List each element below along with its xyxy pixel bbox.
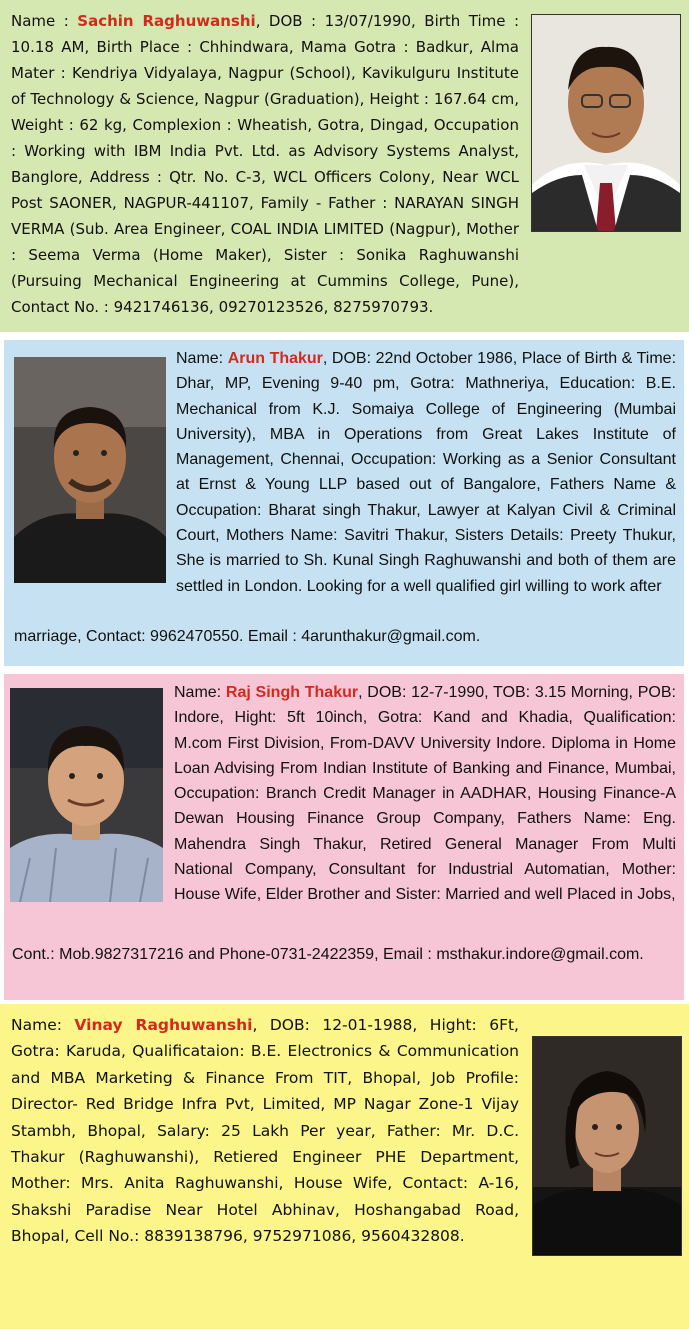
profile-details: , DOB : 13/07/1990, Birth Time : 10.18 AM, Birth Place : Chhindwara, Mama Gotra : Badkur, Alma Mater : Kendriya Vidyalaya, Nagpur (School), Kavikulguru Institute of Technology & Science, Nagpur (Graduation), Height : 167.64 cm, Weight : 62 kg, Complexion : Wheatish, Gotra, Dingad, Occupation : Working with IBM India Pvt. Ltd. as Advisory Systems Analyst, Banglore, Address : Qtr. No. C-3, WCL Officers Colony, Near WCL Post SAONER, NAGPUR-441107, Family - Father : NARAYAN SINGH VERMA (Sub. Area Engineer, COAL INDIA LIMITED (Nagpur), Mother : Seema Verma (Home Maker), Sister : Sonika Raghuwanshi (Pursuing Mechanical Engineering at Cummins College, Pune), Contact No. : 9421746136, 09270123526, 8275970793. [11,12,520,316]
name-label: Name : [11,12,78,30]
profile-text [11,8,519,320]
name-label: Name: [176,350,228,367]
name-label: Name: [11,1016,75,1034]
profile-contact: marriage, Contact: 9962470550. Email : 4arunthakur@gmail.com. [14,628,481,645]
profile-card-arun [4,340,684,666]
name-label: Name: [174,684,226,701]
profile-name: Vinay Raghuwanshi [74,1016,253,1034]
profile-details: , DOB: 12-7-1990, TOB: 3.15 Morning, POB: Indore, Hight: 5ft 10inch, Gotra: Kand and Khadia, Qualification: M.com First Division, From-DAVV University Indore. Diploma in Home Loan Advising From Indian Institute of Banking and Finance, Mumbai, Occupation: Branch Credit Manager in AADHAR, Housing Finance-A Dewan Housing Finance Group Company, Fathers Name: Eng. Mahendra Singh Thakur, Retired General Manager From Multi National Company, Consultant for Industrial Automatian, Mother: House Wife, Elder Brother and Sister: Married and well Placed in Jobs, [174,684,676,904]
profile-name: Sachin Raghuwanshi [77,12,256,30]
profile-name: Arun Thakur [227,350,323,367]
profile-text [174,680,676,908]
profile-name: Raj Singh Thakur [225,684,359,701]
profile-photo [10,688,163,902]
profile-photo [532,1036,682,1256]
profile-card-raj [4,674,684,1000]
profile-text [176,346,676,599]
profile-contact: Cont.: Mob.9827317216 and Phone-0731-2422359, Email : msthakur.indore@gmail.com. [12,946,644,963]
profile-card-sachin [0,0,689,332]
profile-photo [531,14,681,232]
profile-card-vinay [0,1004,689,1329]
profile-details: , DOB: 22nd October 1986, Place of Birth & Time: Dhar, MP, Evening 9-40 pm, Gotra: Mathneriya, Education: B.E. Mechanical from K.J. Somaiya College of Engineering (Mumbai University), MBA in Operations from Great Lakes Institute of Management, Chennai, Occupation: Working as a Senior Consultant at Ernst & Young LLP based out of Bangalore, Fathers Name & Occupation: Bharat singh Thakur, Lawyer at Kalyan Civil & Criminal Court, Mothers Name: Savitri Thakur, Sisters Details: Preety Thukur, She is married to Sh. Kunal Singh Raghuwanshi and both of them are settled in London. Looking for a well qualified girl willing to work after [176,350,677,595]
profile-text [11,1012,519,1250]
profile-details: , DOB: 12-01-1988, Hight: 6Ft, Gotra: Karuda, Qualificataion: B.E. Electronics & Communication and MBA Marketing & Finance From TIT, Bhopal, Job Profile: Director- Red Bridge Infra Pvt, Limited, MP Nagar Zone-1 Vijay Stambh, Bhopal, Salary: 25 Lakh Per year, Father: Mr. D.C. Thakur (Raghuwanshi), Retiered Engineer PHE Department, Mother: Mrs. Anita Raghuwanshi, House Wife, Contact: A-16, Shakshi Paradise Near Hotel Abhinav, Hoshangabad Road, Bhopal, Cell No.: 8839138796, 9752971086, 9560432808. [11,1016,519,1246]
profile-photo [14,357,166,583]
